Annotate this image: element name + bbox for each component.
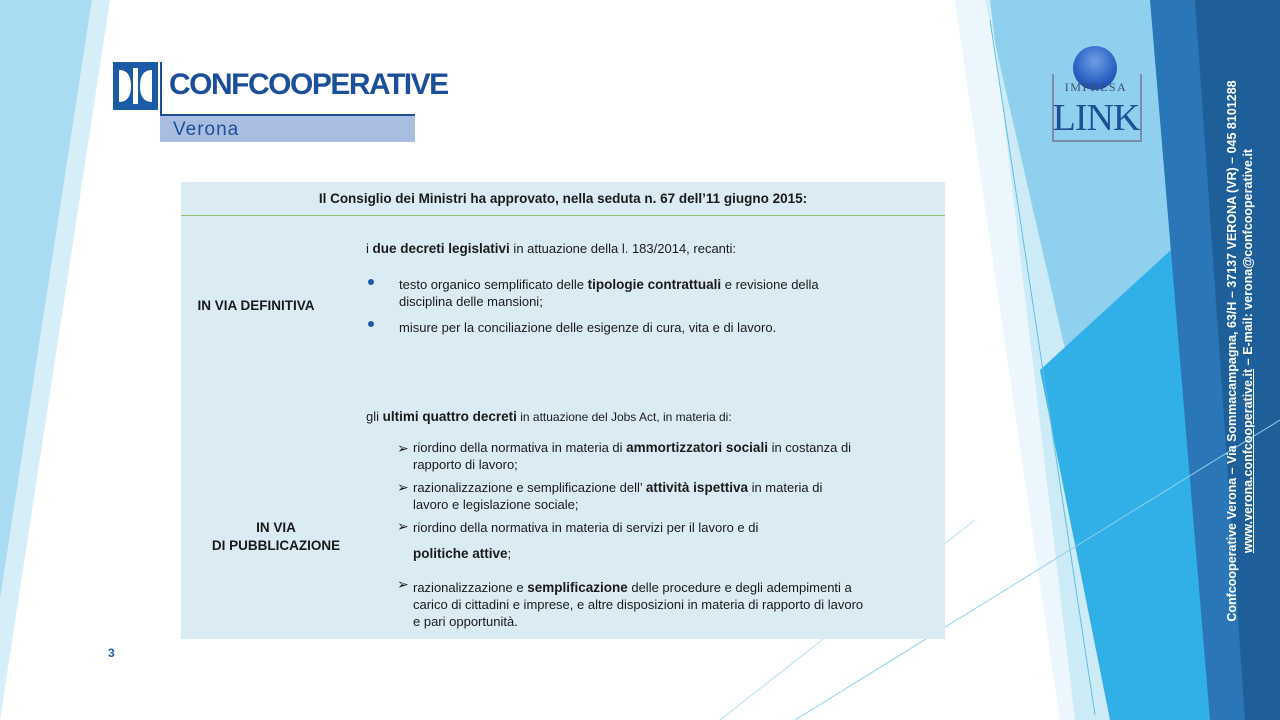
section1-intro-a: i [366,241,373,256]
section2-item4 [413,579,943,630]
section1-item1-b: tipologie contrattuali [587,277,722,292]
section1-intro [366,240,926,257]
label-in-via-di-pubblicazione [201,519,351,555]
section2-item2 [413,479,933,513]
bullet-icon [368,279,374,285]
section2-item4-c: delle procedure e degli adempimenti a [627,580,852,595]
website-link[interactable]: www.verona.confcooperative.it [1241,368,1255,554]
section2-item3 [413,519,933,536]
logo-wordmark: CONFCOOPERATIVE [169,68,448,101]
bullet-icon [368,321,374,327]
section2-item1-c: in costanza di [767,440,852,455]
label-line1: IN VIA [256,520,296,535]
section1-item2: misure per la conciliazione delle esigenze di cura, vita e di lavoro. [399,320,777,335]
page-number: 3 [108,646,115,660]
section2-intro-a: gli [366,409,383,424]
section1-item1-c: e revisione della [721,277,819,292]
label-line2: DI PUBBLICAZIONE [211,538,341,553]
section1-item1-d: disciplina delle mansioni; [399,294,543,309]
section1-intro-c: in attuazione della l. 183/2014, recanti: [509,241,737,256]
section2-item4-d: carico di cittadini e imprese, e altre disposizioni in materia di rapporto di lavoro [413,597,864,612]
section2-intro-b: ultimi quattro decreti [382,409,517,424]
arrow-bullet-icon: ➢ [397,440,409,456]
section1-item1 [399,276,919,310]
section2-item4-e: e pari opportunità. [413,614,518,629]
contact-info [1224,44,1258,658]
section2-item2-d: lavoro e legislazione sociale; [413,497,579,512]
arrow-bullet-icon: ➢ [397,576,409,592]
contact-address: Confcooperative Verona – Via Sommacampagna, 63/H – 37137 VERONA (VR) – 045 8101288 [1225,80,1239,622]
contact-web-email [1240,44,1256,658]
section2-item2-c: in materia di [747,480,823,495]
section2-item3-c: ; [507,546,512,561]
section2-item1-a: riordino della normativa in materia di [413,440,627,455]
section2-item3-b: politiche attive [413,546,508,561]
logo-mark-icon [113,62,158,110]
logo-city: Verona [173,119,240,140]
arrow-bullet-icon: ➢ [397,479,409,495]
section2-intro-c: in attuazione del Jobs Act, in materia di: [516,410,732,424]
section1-item1-a: testo organico semplificato delle [399,277,588,292]
section2-item3-cont [413,545,933,562]
impresa-link-logo [1050,44,1142,144]
confcooperative-logo [113,62,448,142]
section2-item4-a: razionalizzazione e [413,580,528,595]
section2-item1-d: rapporto di lavoro; [413,457,518,472]
decrees-table [181,182,945,639]
section2-item1 [413,439,933,473]
section2-intro [366,408,926,426]
section2-item2-a: razionalizzazione e semplificazione dell’ [413,480,646,495]
logo-link-text: LINK [1052,97,1140,139]
table-header: Il Consiglio dei Ministri ha approvato, nella seduta n. 67 dell’11 giugno 2015: [181,182,945,216]
section1-intro-b: due decreti legislativi [372,241,510,256]
label-in-via-definitiva: IN VIA DEFINITIVA [197,298,315,313]
section2-item2-b: attività ispettiva [645,480,748,495]
section2-item1-b: ammortizzatori sociali [626,440,768,455]
arrow-bullet-icon: ➢ [397,518,409,534]
logo-impresa-text: IMPRESA [1064,80,1128,94]
section2-item3-a: riordino della normativa in materia di servizi per il lavoro e di [413,520,759,535]
section2-item4-b: semplificazione [527,580,628,595]
contact-email: – E-mail: verona@confcooperative.it [1241,148,1255,369]
